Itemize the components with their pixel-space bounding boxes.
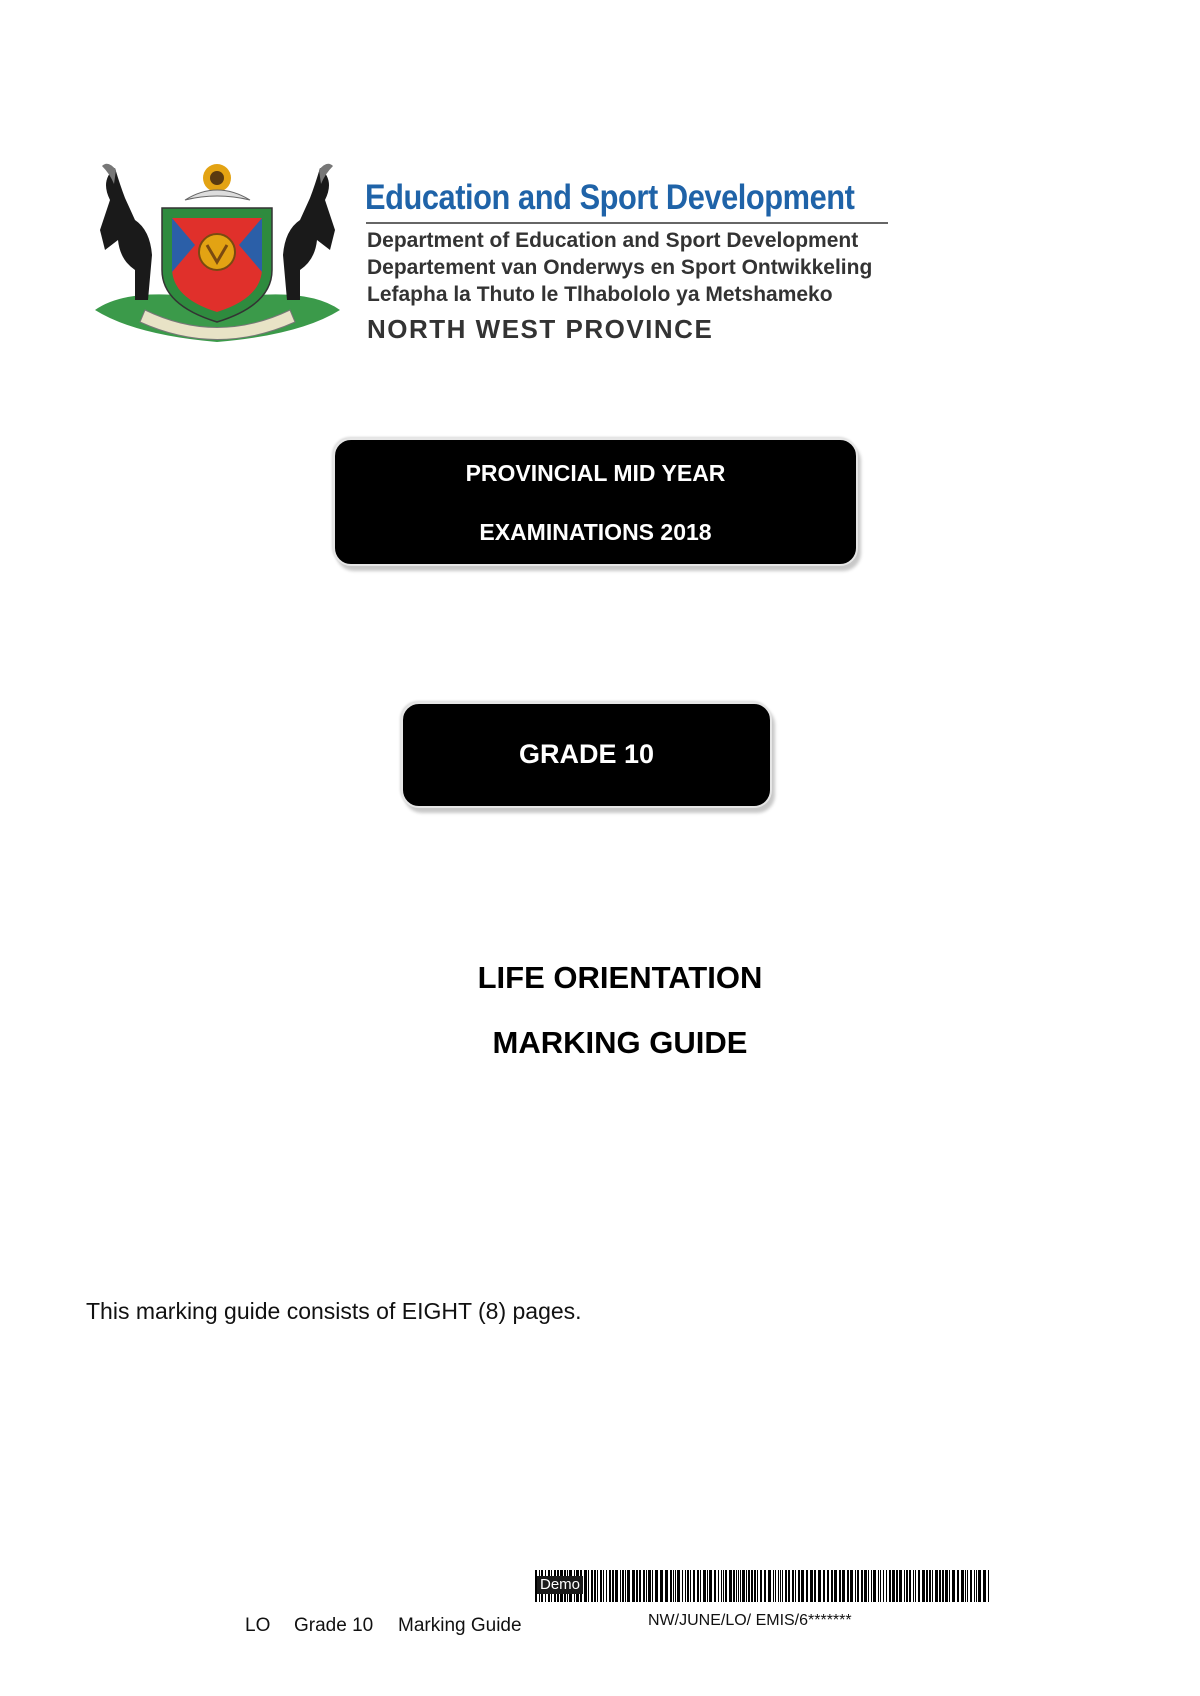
barcode-bar: [988, 1570, 989, 1602]
barcode-bar: [792, 1570, 794, 1602]
barcode-bar: [700, 1570, 701, 1602]
barcode-bar: [620, 1570, 621, 1602]
department-name-setswana: Lefapha la Thuto le Tlhabololo ya Metshameko: [367, 283, 833, 306]
barcode-bar: [949, 1570, 950, 1602]
barcode-bar: [660, 1570, 663, 1602]
barcode-bar: [974, 1570, 975, 1602]
barcode-bar: [861, 1570, 863, 1602]
barcode-bar: [883, 1570, 884, 1602]
barcode-bar: [978, 1570, 981, 1602]
barcode-bar: [588, 1570, 589, 1602]
barcode-bar: [932, 1570, 933, 1602]
department-title: Education and Sport Development: [365, 178, 855, 217]
barcode-bar: [915, 1570, 916, 1602]
barcode-bar: [625, 1570, 626, 1602]
barcode-demo-label: Demo: [537, 1576, 583, 1594]
barcode-bar: [827, 1570, 829, 1602]
barcode-bar: [646, 1570, 647, 1602]
barcode-bar: [857, 1570, 859, 1602]
barcode-bar: [773, 1570, 774, 1602]
barcode-bar: [801, 1570, 804, 1602]
barcode-bar: [839, 1570, 841, 1602]
department-name-afrikaans: Departement van Onderwys en Sport Ontwikkeling: [367, 256, 873, 279]
barcode-bar: [729, 1570, 732, 1602]
barcode-bar: [757, 1570, 758, 1602]
barcode-bar: [612, 1570, 614, 1602]
barcode-bar: [880, 1570, 881, 1602]
exam-banner-line1: PROVINCIAL MID YEAR: [465, 460, 726, 486]
barcode-bar: [632, 1570, 635, 1602]
barcode-bar: [742, 1570, 745, 1602]
barcode-bar: [970, 1570, 972, 1602]
barcode-bar: [778, 1570, 779, 1602]
barcode-bar: [814, 1570, 816, 1602]
page-count-note: This marking guide consists of EIGHT (8) pages.: [86, 1298, 582, 1324]
barcode-bar: [746, 1570, 747, 1602]
barcode-bar: [714, 1570, 716, 1602]
barcode-bar: [850, 1570, 853, 1602]
barcode-bar: [871, 1570, 872, 1602]
barcode-bar: [798, 1570, 800, 1602]
barcode-bar: [760, 1570, 762, 1602]
barcode-bar: [775, 1570, 776, 1602]
barcode-bar: [961, 1570, 964, 1602]
barcode-bar: [723, 1570, 724, 1602]
barcode-bar: [738, 1570, 739, 1602]
barcode-bar: [831, 1570, 833, 1602]
barcode-bar: [952, 1570, 955, 1602]
exam-banner-line2: EXAMINATIONS 2018: [479, 519, 712, 545]
barcode-bar: [896, 1570, 898, 1602]
barcode-bar: [627, 1570, 630, 1602]
barcode-bar: [795, 1570, 796, 1602]
barcode-bar: [806, 1570, 808, 1602]
barcode-bar: [603, 1570, 604, 1602]
barcode-bar: [740, 1570, 741, 1602]
barcode-bar: [834, 1570, 837, 1602]
barcode-bar: [597, 1570, 598, 1602]
coat-of-arms-logo: [90, 160, 345, 355]
barcode-bar: [823, 1570, 825, 1602]
barcode-bar: [690, 1570, 691, 1602]
barcode-bar: [886, 1570, 887, 1602]
barcode-bar: [655, 1570, 658, 1602]
barcode-bar: [782, 1570, 783, 1602]
barcode-bar: [918, 1570, 920, 1602]
barcode-bar: [754, 1570, 756, 1602]
barcode-bar: [736, 1570, 737, 1602]
barcode-bar: [682, 1570, 683, 1602]
barcode-bar: [913, 1570, 914, 1602]
barcode-bar: [677, 1570, 680, 1602]
barcode-bar: [810, 1570, 813, 1602]
barcode-bar: [707, 1570, 708, 1602]
barcode-bar: [976, 1570, 977, 1602]
barcode: [535, 1570, 992, 1602]
barcode-bar: [864, 1570, 867, 1602]
barcode-bar: [685, 1570, 686, 1602]
barcode-bar: [652, 1570, 653, 1602]
barcode-bar: [957, 1570, 959, 1602]
barcode-bar: [945, 1570, 948, 1602]
barcode-bar: [639, 1570, 641, 1602]
barcode-bar: [606, 1570, 607, 1602]
barcode-bar: [687, 1570, 689, 1602]
barcode-bar: [904, 1570, 905, 1602]
barcode-bar: [892, 1570, 895, 1602]
subject-title: LIFE ORIENTATION: [477, 960, 763, 995]
barcode-bar: [965, 1570, 966, 1602]
barcode-bar: [785, 1570, 787, 1602]
footer-subject: LO: [245, 1615, 271, 1636]
barcode-bar: [967, 1570, 968, 1602]
barcode-bar: [670, 1570, 672, 1602]
grade-banner: [401, 702, 772, 808]
barcode-bar: [768, 1570, 771, 1602]
barcode-bar: [733, 1570, 735, 1602]
barcode-bar: [703, 1570, 706, 1602]
barcode-bar: [594, 1570, 596, 1602]
exam-banner: [333, 438, 858, 566]
barcode-bar: [697, 1570, 699, 1602]
barcode-bar: [591, 1570, 593, 1602]
barcode-bar: [906, 1570, 908, 1602]
barcode-bar: [718, 1570, 719, 1602]
barcode-bar: [922, 1570, 925, 1602]
barcode-bar: [748, 1570, 750, 1602]
barcode-bar: [648, 1570, 651, 1602]
barcode-bar: [600, 1570, 602, 1602]
barcode-bar: [693, 1570, 695, 1602]
barcode-bar: [622, 1570, 624, 1602]
barcode-bar: [935, 1570, 938, 1602]
barcode-bar: [873, 1570, 876, 1602]
barcode-bar: [899, 1570, 902, 1602]
barcode-bar: [643, 1570, 645, 1602]
barcode-bar: [929, 1570, 931, 1602]
barcode-bar: [909, 1570, 911, 1602]
province-name: NORTH WEST PROVINCE: [367, 314, 714, 344]
barcode-bar: [889, 1570, 891, 1602]
barcode-bar: [709, 1570, 712, 1602]
barcode-bar: [584, 1570, 587, 1602]
barcode-bar: [983, 1570, 986, 1602]
document-type-title: MARKING GUIDE: [492, 1025, 748, 1060]
barcode-bar: [842, 1570, 845, 1602]
barcode-bar: [636, 1570, 638, 1602]
footer-document: Marking Guide: [398, 1615, 522, 1636]
barcode-bar: [878, 1570, 879, 1602]
barcode-bar: [609, 1570, 611, 1602]
barcode-bar: [615, 1570, 618, 1602]
barcode-bar: [868, 1570, 869, 1602]
footer-grade: Grade 10: [294, 1615, 374, 1636]
barcode-bar: [942, 1570, 944, 1602]
barcode-bar: [725, 1570, 727, 1602]
department-name-english: Department of Education and Sport Development: [367, 229, 859, 252]
barcode-bar: [764, 1570, 766, 1602]
barcode-bar: [855, 1570, 856, 1602]
barcode-bar: [818, 1570, 821, 1602]
barcode-bar: [926, 1570, 928, 1602]
title-divider: [366, 222, 888, 224]
barcode-bar: [847, 1570, 849, 1602]
barcode-bar: [751, 1570, 753, 1602]
barcode-bar: [665, 1570, 668, 1602]
barcode-bar: [675, 1570, 676, 1602]
footer-reference-code: NW/JUNE/LO/ EMIS/6*******: [648, 1612, 852, 1629]
barcode-bar: [721, 1570, 722, 1602]
grade-label: GRADE 10: [518, 739, 655, 769]
barcode-bar: [673, 1570, 674, 1602]
barcode-bar: [939, 1570, 941, 1602]
barcode-bar: [788, 1570, 790, 1602]
barcode-bar: [780, 1570, 781, 1602]
